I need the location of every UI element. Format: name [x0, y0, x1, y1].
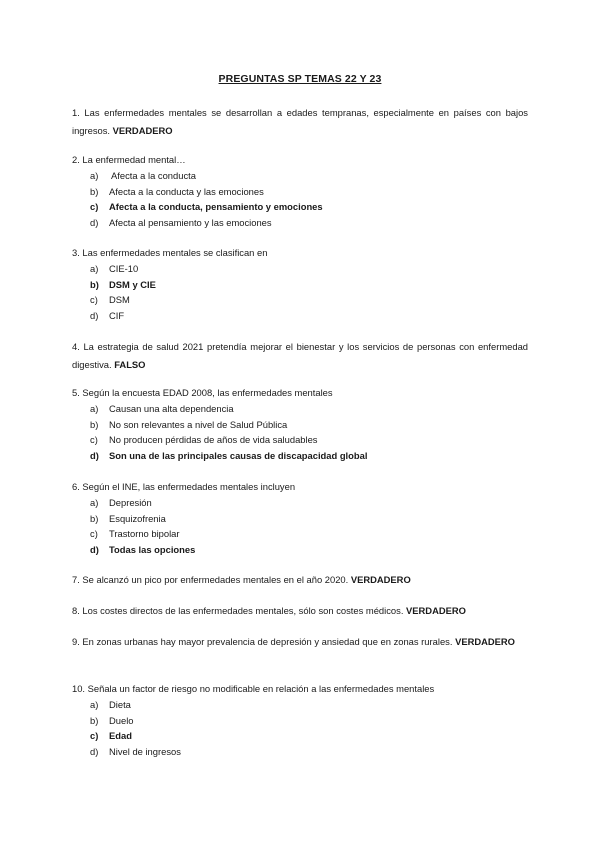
question-6: 6. Según el INE, las enfermedades mentales incluyen [72, 481, 296, 492]
question-text: 8. Los costes directos de las enfermedades mentales, sólo son costes médicos. [72, 605, 404, 616]
question-5: 5. Según la encuesta EDAD 2008, las enfermedades mentales [72, 387, 333, 398]
page-title: PREGUNTAS SP TEMAS 22 Y 23 [218, 73, 382, 85]
question-text: 4. La estrategia de salud 2021 pretendía mejorar el bienestar y los servicios de personas con enfermedad digestiva. [72, 341, 528, 370]
question-8 [72, 602, 528, 620]
document-page: PREGUNTAS SP TEMAS 22 Y 23 1. Las enfermedades mentales se desarrollan a edades tempranas, especialmente en países con bajos ingresos. VERDADERO 2. La enfermedad mental… a) Afecta a la conducta b) Afecta a la conducta y las emociones c) Afecta a la conducta, pensamiento y emociones d) Afecta al pensamiento y las emociones 3. Las enfermedades mentales se clasifican en a) CIE-10 b) DSM y CIE c) DSM d) CIF 4. La estrategia de salud 2021 pretendía mejorar el bienestar y los servicios de personas con enfermedad digestiva. FALSO 5. Según la encuesta EDAD 2008, las enfermedades mentales a) Causan una alta dependencia b) No son relevantes a nivel de Salud Pública c) No producen pérdidas de años de vida saludables d) Son una de las principales causas de discapacidad global 6. Según el INE, las enfermedades mentales incluyen a) Depresión b) Esquizofrenia c) Trastorno bipolar d) Todas las opciones 7. Se alcanzó un pico por enfermedades mentales en el año 2020. VERDADERO 8. Los costes directos de las enfermedades mentales, sólo son costes médicos. VERDADERO 9. En zonas urbanas hay mayor prevalencia de depresión y ansiedad que en zonas rurales. VERDADERO 10. Señala un factor de riesgo no modificable en relación a las enfermedades mentales a) Dieta b) Duelo c) Edad d) Nivel de ingresos [0, 0, 600, 848]
question-text: 9. En zonas urbanas hay mayor prevalencia de depresión y ansiedad que en zonas rurales. [72, 636, 453, 647]
answer-label: VERDADERO [112, 125, 173, 136]
question-2: 2. La enfermedad mental… [72, 154, 186, 165]
answer-label: VERDADERO [455, 636, 515, 647]
question-4 [72, 338, 528, 374]
question-text: 1. Las enfermedades mentales se desarrollan a edades tempranas, especialmente en países con bajos ingresos. [72, 107, 528, 136]
answer-label: VERDADERO [350, 574, 411, 585]
question-10: 10. Señala un factor de riesgo no modificable en relación a las enfermedades mentales [72, 683, 435, 694]
question-text: 7. Se alcanzó un pico por enfermedades mentales en el año 2020. [72, 574, 349, 585]
question-3: 3. Las enfermedades mentales se clasifican en [72, 247, 268, 258]
question-7 [72, 571, 528, 589]
answer-label: VERDADERO [406, 605, 466, 616]
question-1 [72, 104, 528, 140]
question-9 [72, 633, 528, 651]
answer-label: FALSO [114, 359, 146, 370]
